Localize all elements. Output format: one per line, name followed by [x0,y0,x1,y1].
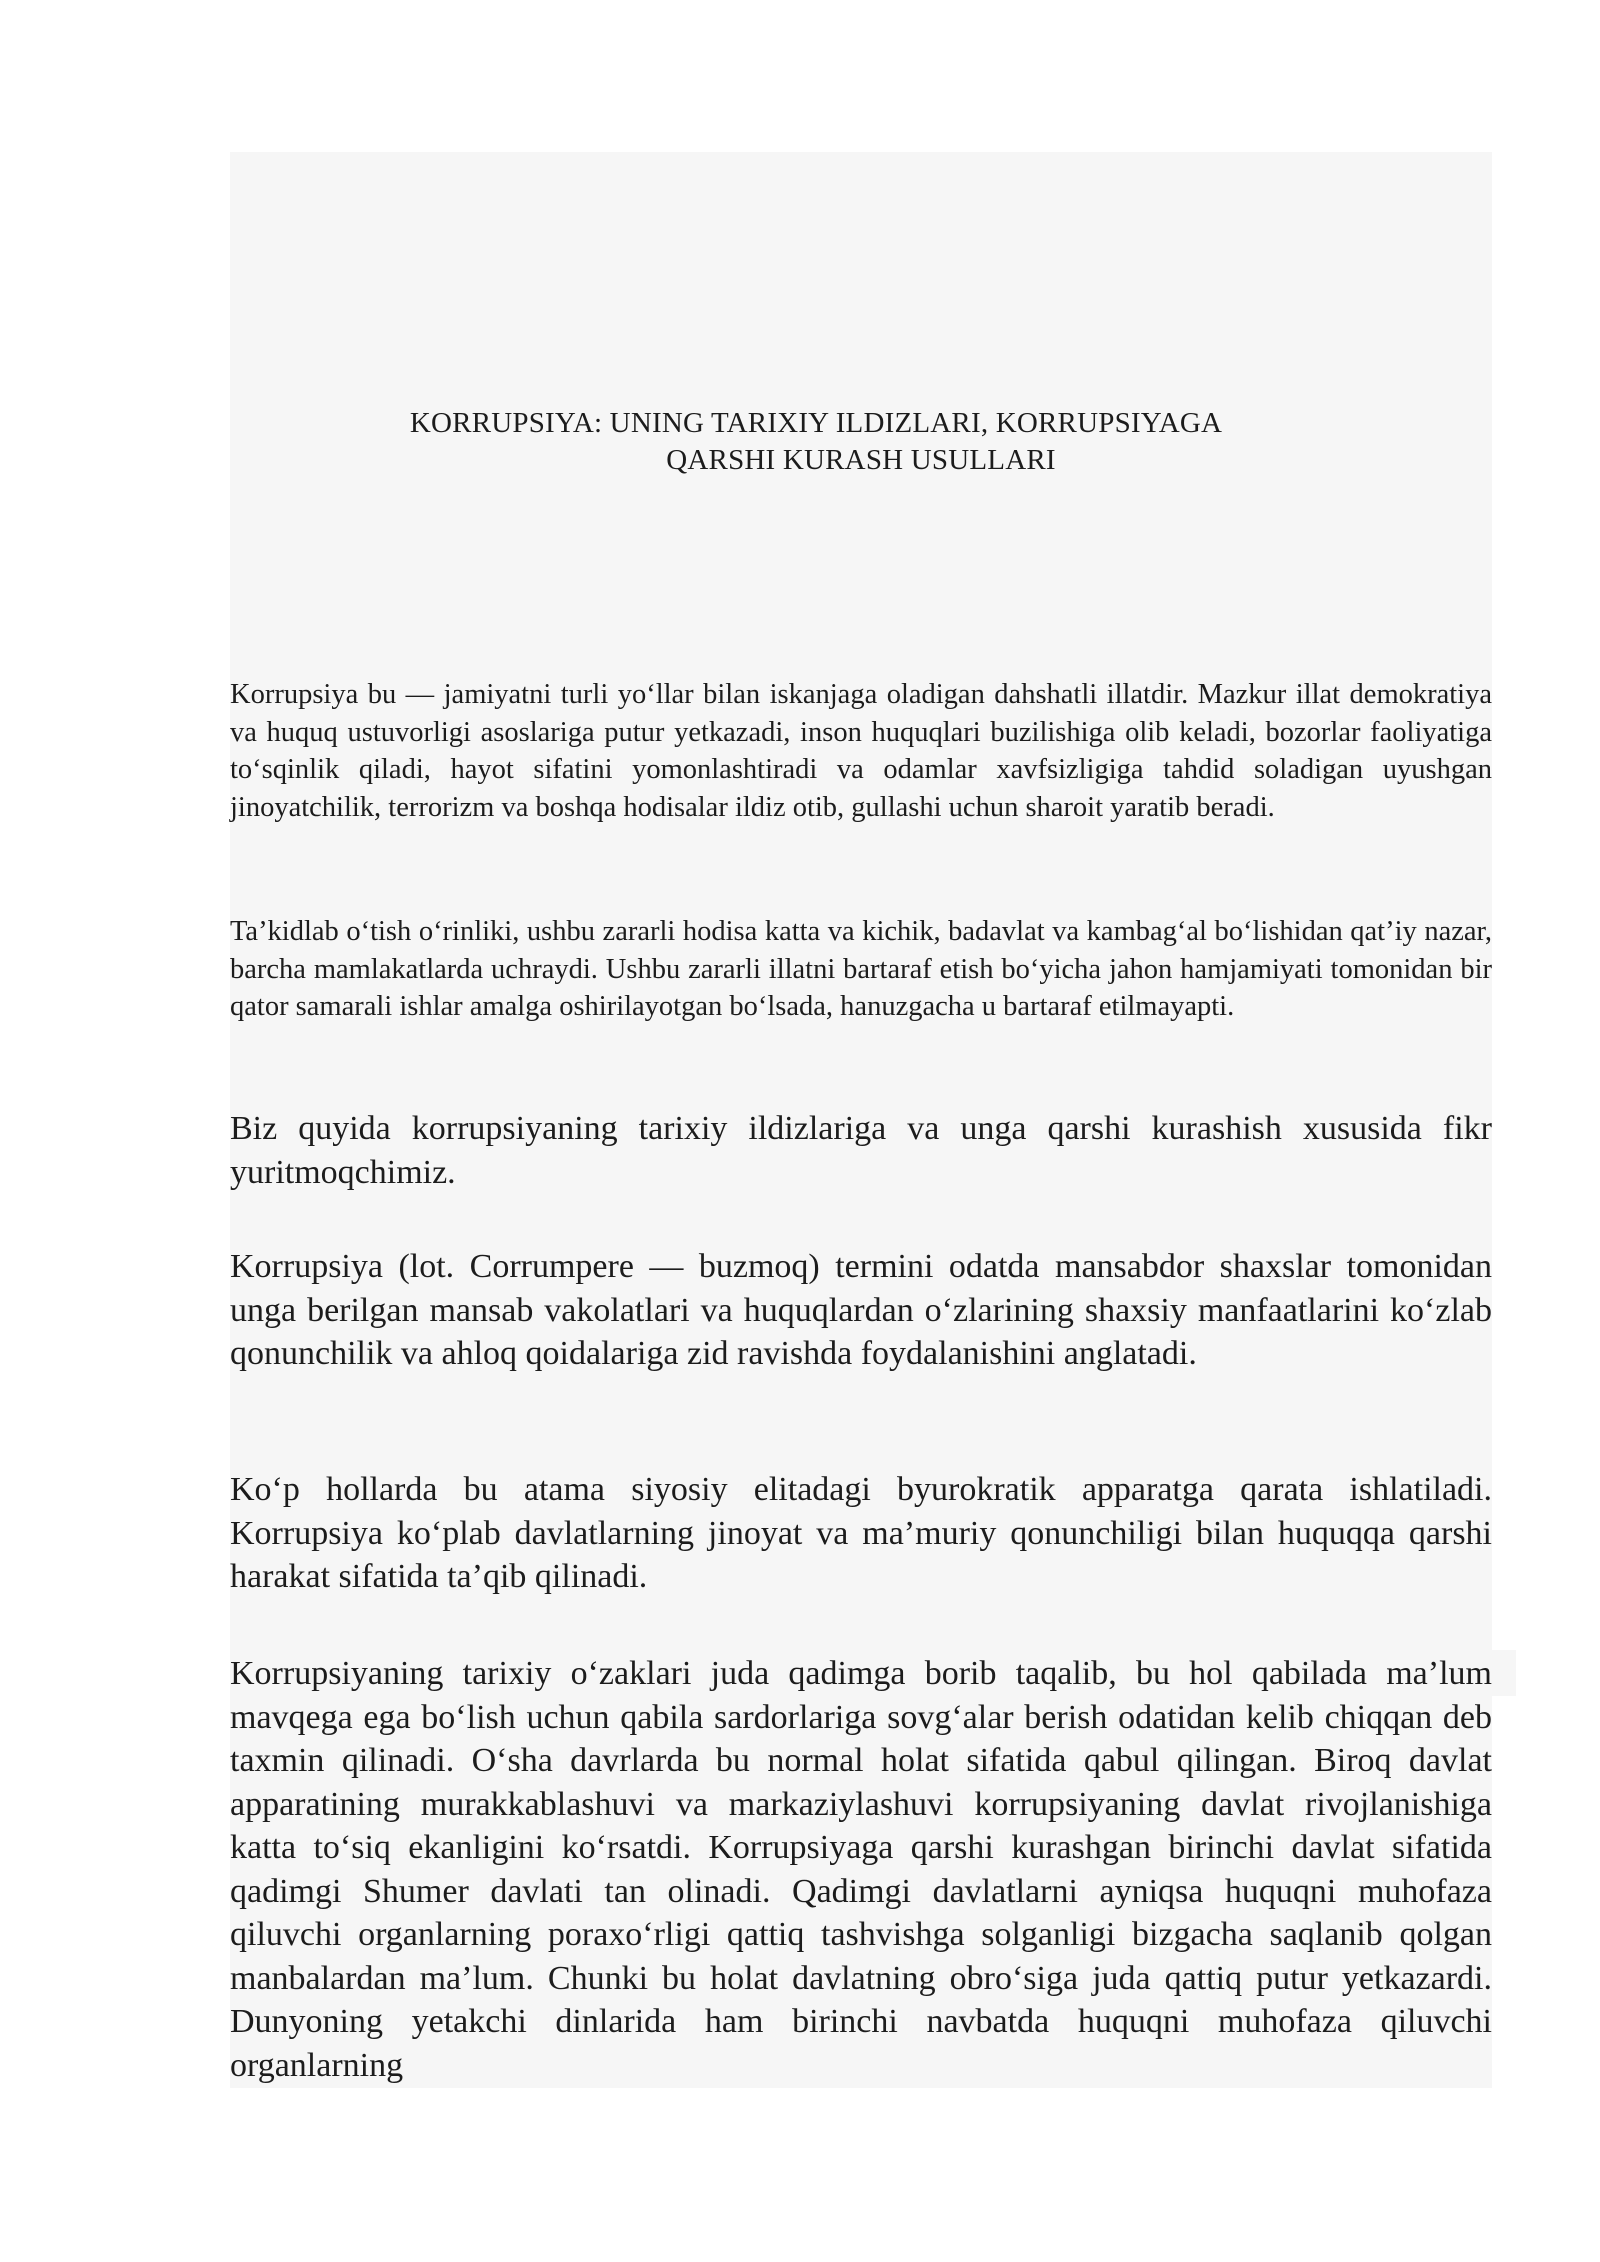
paragraph-2: Ta’kidlab o‘tish o‘rinliki, ushbu zararli hodisa katta va kichik, badavlat va kambag‘al bo‘lishidan qat’iy nazar, barcha mamlakatlarda uchraydi. Ushbu zararli illatni bartaraf etish bo‘yicha jahon hamjamiyati tomonidan bir qator samarali ishlar amalga oshirilayotgan bo‘lsada, hanuzgacha u bartaraf etilmayapti. [230,916,1492,1022]
paragraph-5: Ko‘p hollarda bu atama siyosiy elitadagi byurokratik apparatga qarata ishlatiladi. Korrupsiya ko‘plab davlatlarning jinoyat va ma’muriy qonunchiligi bilan huquqqa qarshi harakat sifatida ta’qib qilinadi. [230,1471,1492,1595]
paragraph-6: Korrupsiyaning tarixiy o‘zaklari juda qadimga borib taqalib, bu hol qabilada ma’lum mavqega ega bo‘lish uchun qabila sardorlariga sovg‘alar berish odatidan kelib chiqqan deb taxmin qilinadi. O‘sha davrlarda bu normal holat sifatida qabul qilingan. Biroq davlat apparatining murakkablashuvi va markaziylashuvi korrupsiyaning davlat rivojlanishiga katta to‘siq ekanligini ko‘rsatdi. Korrupsiyaga qarshi kurashgan birinchi davlat sifatida qadimgi Shumer davlati tan olinadi. Qadimgi davlatlarni ayniqsa huquqni muhofaza qiluvchi organlarning poraxo‘rligi qattiq tashvishga solganligi bizgacha saqlanib qolgan manbalardan ma’lum. Chunki bu holat davlatning obro‘siga juda qattiq putur yetkazardi. Dunyoning yetakchi dinlarida ham birinchi navbatda huquqni muhofaza qiluvchi organlarning [230,1655,1492,2084]
document-title [230,405,1492,479]
paragraph-1: Korrupsiya bu — jamiyatni turli yo‘llar bilan iskanjaga oladigan dahshatli illatdir. Mazkur illat demokratiya va huquq ustuvorligi asoslariga putur yetkazadi, inson huquqlari buzilishiga olib keladi, bozorlar faoliyatiga to‘sqinlik qiladi, hayot sifatini yomonlashtiradi va odamlar xavfsizligiga tahdid soladigan uyushgan jinoyatchilik, terrorizm va boshqa hodisalar ildiz otib, gullashi uchun sharoit yaratib beradi. [230,679,1492,823]
title-line-1: KORRUPSIYA: UNING TARIXIY ILDIZLARI, KORRUPSIYAGA [409,407,1223,439]
paragraph-4: Korrupsiya (lot. Corrumpere — buzmoq) termini odatda mansabdor shaxslar tomonidan unga berilgan mansab vakolatlari va huquqlardan o‘zlarining shaxsiy manfaatlarini ko‘zlab qonunchilik va ahloq qoidalariga zid ravishda foydalanishini anglatadi. [230,1248,1492,1372]
title-line-2: QARSHI KURASH USULLARI [666,444,1056,476]
page-background-edge [1492,1650,1516,1696]
paragraph-3: Biz quyida korrupsiyaning tarixiy ildizlariga va unga qarshi kurashish xususida fikr yuritmoqchimiz. [230,1110,1492,1191]
